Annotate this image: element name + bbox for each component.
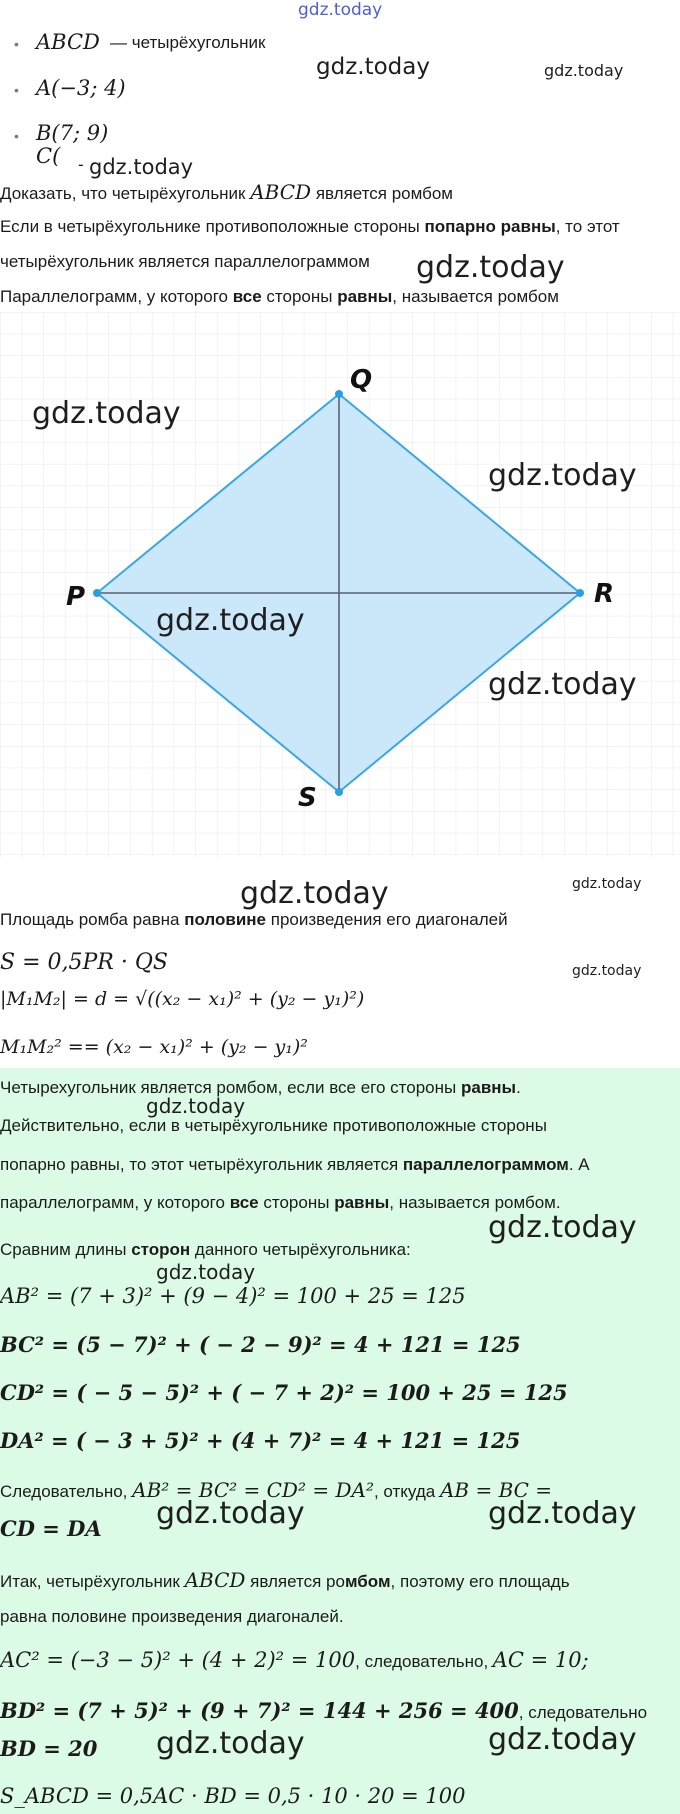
eq-cd: CD² = ( − 5 − 5)² + ( − 7 + 2)² = 100 + 25 = 125 [0,1380,568,1405]
final-area: S_ABCD = 0,5AC · BD = 0,5 · 10 · 20 = 100 [0,1784,466,1808]
solution-p1: Четырехугольник является ромбом, если все его стороны равны. [0,1078,521,1097]
vertex-q-point [335,390,343,398]
given-item-2: A(−3; 4) [36,76,126,100]
watermark: gdz.today [488,1210,637,1245]
eq-bc: BC² = (5 − 7)² + ( − 2 − 9)² = 4 + 121 = 125 [0,1332,521,1357]
vertex-p-point [93,589,101,597]
vertex-q-label: Q [350,365,373,395]
watermark: gdz.today [156,603,305,638]
vertex-s-label: S [298,783,317,813]
solution-p2-line3: параллелограмм, у которого все стороны равны, называется ромбом. [0,1193,561,1212]
conclusion-line-1: Итак, четырёхугольник ABCD является ромбом, поэтому его площадь [0,1568,570,1592]
watermark: gdz.today [488,1496,637,1531]
theory-line-3: Параллелограмм, у которого все стороны равны, называется ромбом [0,287,559,306]
watermark: gdz.today [488,1722,637,1757]
watermark: gdz.today [572,963,642,979]
given-item-3: B(7; 9) [36,121,109,145]
diagonal-bd-result: BD = 20 [0,1736,98,1761]
distance-squared-formula: M₁M₂² == (x₂ − x₁)² + (y₂ − y₁)² [0,1036,308,1058]
given-item-1-text: — четырёхугольник [110,33,266,52]
distance-formula: |M₁M₂| = d = √((x₂ − x₁)² + (y₂ − y₁)²) [0,988,365,1010]
vertex-r-point [576,589,584,597]
watermark: gdz.today [156,1726,305,1761]
conclusion-line-2: равна половине произведения диагоналей. [0,1607,344,1626]
diagonal-ac: AC² = (−3 − 5)² + (4 + 2)² = 100, следовательно, AC = 10; [0,1648,589,1672]
watermark: gdz.today [544,61,624,80]
consequence-line-1: Следовательно, AB² = BC² = CD² = DA², откуда AB = BC = [0,1478,553,1502]
eq-da: DA² = ( − 3 + 5)² + (4 + 7)² = 4 + 121 = 125 [0,1428,521,1453]
watermark: gdz.today [240,876,389,911]
theory-line-1: Если в четырёхугольнике противоположные стороны попарно равны, то этот [0,217,620,236]
area-rule: Площадь ромба равна половине произведения его диагоналей [0,910,508,929]
compare-sides: Сравним длины сторон данного четырёхугольника: [0,1240,411,1259]
given-item-4-clipped: C( [36,144,61,168]
watermark: gdz.today [32,396,181,431]
watermark: gdz.today [572,876,642,892]
bullet: • [14,128,19,144]
theory-line-2: четырёхугольник является параллелограммом [0,252,370,271]
watermark: gdz.today [416,250,565,285]
watermark: gdz.today [156,1260,256,1284]
watermark: gdz.today [89,155,194,179]
area-formula: S = 0,5PR · QS [0,950,168,975]
diagonal-bd: BD² = (7 + 5)² + (9 + 7)² = 144 + 256 = 400, следовательно [0,1698,648,1723]
vertex-r-label: R [594,579,615,609]
rhombus-figure [0,312,680,857]
watermark: gdz.today [146,1094,246,1118]
vertex-p-label: P [66,582,86,612]
watermark: gdz.today [316,54,430,80]
header-watermark: gdz.today [298,0,383,20]
bullet: • [14,82,19,98]
solution-p2-line1: Действительно, если в четырёхугольнике противоположные стороны [0,1116,547,1135]
solution-p2-line2: попарно равны, то этот четырёхугольник является параллелограммом. А [0,1155,590,1174]
watermark: gdz.today [488,667,637,702]
vertex-s-point [335,788,343,796]
given-item-4-dash: - [78,155,84,174]
eq-ab: AB² = (7 + 3)² + (9 − 4)² = 100 + 25 = 125 [0,1284,466,1308]
task-statement: Доказать, что четырёхугольник ABCD является ромбом [0,180,453,204]
bullet: • [14,36,19,52]
watermark: gdz.today [156,1496,305,1531]
consequence-line-2: CD = DA [0,1516,102,1541]
given-item-1-math: ABCD [36,30,100,54]
watermark: gdz.today [488,458,637,493]
